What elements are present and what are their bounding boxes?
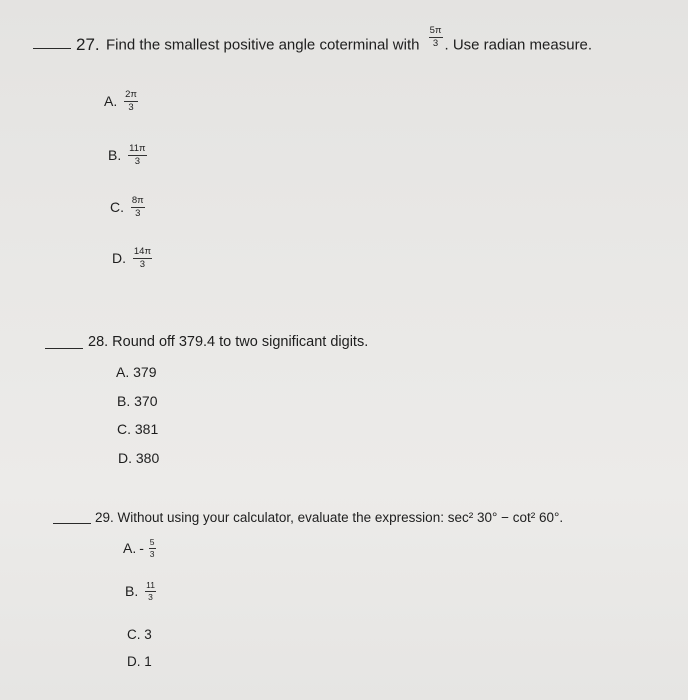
q27-option-c-fraction [131,196,145,218]
q29-answer-blank[interactable] [53,523,91,524]
q27-option-a-label: A. [104,93,118,109]
q27-option-b-den: 3 [134,155,140,167]
q27-fraction [429,26,443,48]
q28-question: 28. Round off 379.4 to two significant digits. [88,334,369,350]
q27-option-b-label: B. [108,147,122,163]
q27-text-before: Find the smallest positive angle coterminal with [106,36,420,54]
q27-option-a[interactable] [104,90,138,112]
q29-option-a-num: 5 [149,537,155,547]
q29-option-c[interactable]: C. 3 [127,627,152,642]
q27-option-a-num: 2π [125,89,137,100]
q27-option-d-label: D. [112,250,126,266]
q29-option-a[interactable] [123,538,156,558]
q28-option-c[interactable]: C. 381 [117,421,159,437]
q27-text-after: . Use radian measure. [444,36,593,54]
q28-option-d[interactable]: D. 380 [118,450,160,466]
q27-option-c-den: 3 [135,207,141,219]
q28-option-b[interactable]: B. 370 [117,393,158,409]
q29-option-a-sign: - [139,540,144,556]
q28-answer-blank[interactable] [45,348,83,349]
q28-option-a[interactable]: A. 379 [116,364,157,380]
q27-option-b-num: 11π [129,143,146,154]
q29-option-a-den: 3 [149,548,155,559]
q27-option-b[interactable] [108,144,147,166]
q27-option-d-den: 3 [139,258,146,270]
q29-option-a-fraction [149,538,156,558]
q27-number: 27. [76,35,100,54]
q27-option-b-fraction [128,144,146,166]
q27-answer-blank[interactable] [33,48,71,49]
q27-option-c-label: C. [110,199,124,215]
q27-option-c[interactable] [110,196,145,218]
q29-option-b-label: B. [125,583,139,599]
q29-question: 29. Without using your calculator, evaluate the expression: sec² 30° − cot² 60°. [95,510,564,525]
q27-option-d-fraction [133,247,152,269]
q29-option-b[interactable] [125,581,156,601]
q27-option-a-fraction [124,90,138,112]
q27-option-c-num: 8π [131,195,144,206]
q29-option-b-den: 3 [148,591,153,602]
q29-option-a-label: A. [123,540,137,556]
q29-option-b-num: 11 [146,580,155,590]
q27-option-d-num: 14π [133,246,152,257]
q29-option-b-fraction [145,581,156,601]
q27-fraction-numerator: 5π [429,25,442,36]
q27-fraction-denominator: 3 [432,37,439,49]
q27-option-d[interactable] [112,247,152,269]
q29-option-d[interactable]: D. 1 [127,654,152,669]
q27-option-a-den: 3 [128,101,134,113]
